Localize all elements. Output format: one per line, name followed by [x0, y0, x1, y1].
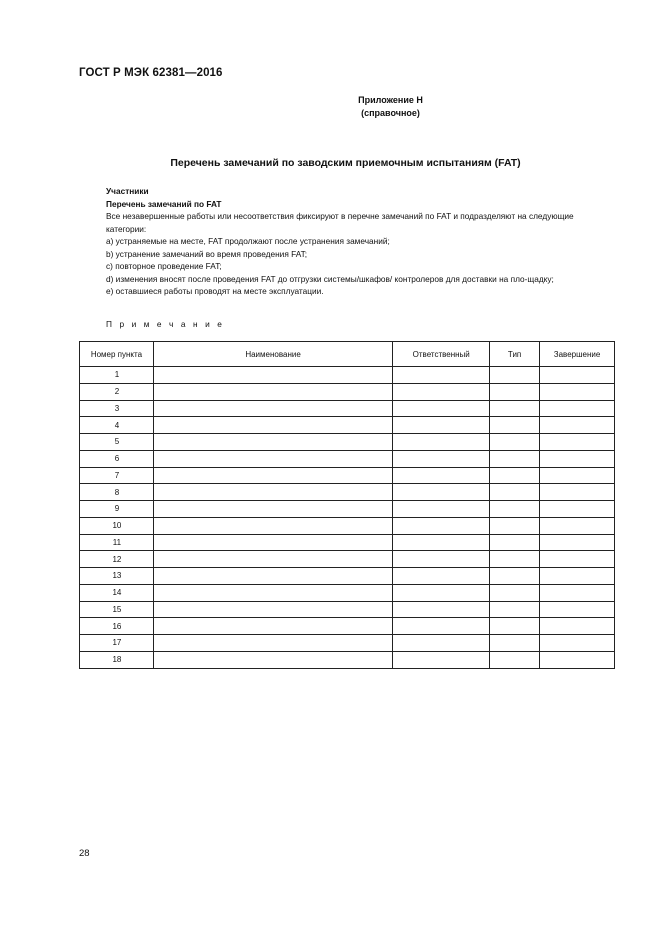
category-item: a) устраняемые на месте, FAT продолжают после устранения замечаний;	[106, 236, 390, 246]
table-row	[80, 601, 615, 618]
cell-responsible	[393, 534, 490, 551]
cell-name	[153, 584, 392, 601]
cell-completion	[540, 618, 615, 635]
cell-name	[153, 651, 392, 668]
cell-num: 16	[80, 618, 154, 635]
cell-completion	[540, 584, 615, 601]
cell-responsible	[393, 501, 490, 518]
cell-type	[490, 618, 540, 635]
cell-responsible	[393, 618, 490, 635]
table-header-row	[80, 342, 615, 367]
cell-type	[490, 434, 540, 451]
cell-responsible	[393, 584, 490, 601]
cell-num: 3	[80, 400, 154, 417]
cell-num: 4	[80, 417, 154, 434]
cell-responsible	[393, 517, 490, 534]
cell-num: 17	[80, 635, 154, 652]
cell-name	[153, 467, 392, 484]
category-item: b) устранение замечаний во время проведения FAT;	[106, 248, 308, 259]
cell-name	[153, 501, 392, 518]
cell-num: 12	[80, 551, 154, 568]
table-row	[80, 584, 615, 601]
cell-num: 15	[80, 601, 154, 618]
cell-responsible	[393, 367, 490, 384]
cell-completion	[540, 367, 615, 384]
table-row	[80, 367, 615, 384]
cell-type	[490, 517, 540, 534]
cell-completion	[540, 400, 615, 417]
column-header-completion: Завершение	[540, 342, 615, 367]
cell-completion	[540, 434, 615, 451]
cell-num: 6	[80, 450, 154, 467]
cell-responsible	[393, 601, 490, 618]
cell-name	[153, 601, 392, 618]
cell-completion	[540, 651, 615, 668]
table-row	[80, 551, 615, 568]
table-row	[80, 484, 615, 501]
cell-name	[153, 434, 392, 451]
cell-completion	[540, 517, 615, 534]
cell-responsible	[393, 450, 490, 467]
cell-responsible	[393, 434, 490, 451]
cell-num: 13	[80, 568, 154, 585]
cell-completion	[540, 601, 615, 618]
cell-num: 9	[80, 501, 154, 518]
cell-type	[490, 601, 540, 618]
cell-name	[153, 551, 392, 568]
cell-responsible	[393, 417, 490, 434]
cell-type	[490, 584, 540, 601]
category-list	[79, 235, 615, 298]
cell-type	[490, 534, 540, 551]
column-header-name: Наименование	[153, 342, 392, 367]
cell-responsible	[393, 484, 490, 501]
cell-completion	[540, 450, 615, 467]
table-row	[80, 434, 615, 451]
cell-type	[490, 568, 540, 585]
cell-responsible	[393, 635, 490, 652]
cell-responsible	[393, 467, 490, 484]
cell-completion	[540, 551, 615, 568]
table-row	[80, 417, 615, 434]
cell-num: 2	[80, 383, 154, 400]
cell-completion	[540, 501, 615, 518]
body-text	[79, 185, 615, 298]
cell-name	[153, 517, 392, 534]
cell-completion	[540, 417, 615, 434]
cell-num: 1	[80, 367, 154, 384]
cell-name	[153, 367, 392, 384]
cell-name	[153, 400, 392, 417]
cell-num: 5	[80, 434, 154, 451]
cell-num: 10	[80, 517, 154, 534]
category-item: d) изменения вносят после проведения FAT до отгрузки системы/шкафов/ контролеров для доставки на пло-щадку;	[106, 273, 554, 284]
cell-type	[490, 383, 540, 400]
table-row	[80, 651, 615, 668]
cell-responsible	[393, 568, 490, 585]
cell-type	[490, 551, 540, 568]
fat-issues-table	[79, 341, 615, 669]
list-heading: Перечень замечаний по FAT	[106, 198, 222, 209]
note-label: П р и м е ч а н и е	[106, 319, 225, 329]
cell-responsible	[393, 551, 490, 568]
table-row	[80, 400, 615, 417]
cell-num: 14	[80, 584, 154, 601]
cell-type	[490, 635, 540, 652]
cell-type	[490, 367, 540, 384]
intro-paragraph: Все незавершенные работы или несоответствия фиксируют в перечне замечаний по FAT и подразделяют на следующие категории:	[106, 211, 574, 234]
table-body	[80, 367, 615, 669]
cell-completion	[540, 534, 615, 551]
annex-title: Приложение Н	[358, 95, 423, 105]
table-row	[80, 534, 615, 551]
cell-responsible	[393, 651, 490, 668]
column-header-type: Тип	[490, 342, 540, 367]
cell-num: 8	[80, 484, 154, 501]
cell-name	[153, 568, 392, 585]
cell-responsible	[393, 383, 490, 400]
table-row	[80, 635, 615, 652]
cell-type	[490, 467, 540, 484]
cell-num: 18	[80, 651, 154, 668]
cell-type	[490, 651, 540, 668]
cell-completion	[540, 383, 615, 400]
document-header: ГОСТ Р МЭК 62381—2016	[79, 67, 223, 79]
cell-completion	[540, 635, 615, 652]
cell-num: 11	[80, 534, 154, 551]
cell-name	[153, 450, 392, 467]
cell-num: 7	[80, 467, 154, 484]
cell-name	[153, 534, 392, 551]
table-row	[80, 501, 615, 518]
cell-responsible	[393, 400, 490, 417]
cell-type	[490, 400, 540, 417]
cell-type	[490, 450, 540, 467]
table-row	[80, 517, 615, 534]
table-row	[80, 618, 615, 635]
table-row	[80, 450, 615, 467]
participants-heading: Участники	[106, 186, 149, 196]
column-header-item-number: Номер пункта	[80, 342, 154, 367]
annex-type: (справочное)	[361, 108, 420, 118]
column-header-responsible: Ответственный	[393, 342, 490, 367]
cell-completion	[540, 568, 615, 585]
cell-name	[153, 618, 392, 635]
cell-type	[490, 484, 540, 501]
cell-type	[490, 501, 540, 518]
table-row	[80, 467, 615, 484]
table-row	[80, 568, 615, 585]
category-item: c) повторное проведение FAT;	[106, 261, 222, 271]
cell-completion	[540, 467, 615, 484]
cell-name	[153, 635, 392, 652]
cell-name	[153, 417, 392, 434]
category-item: e) оставшиеся работы проводят на месте эксплуатации.	[106, 286, 324, 296]
cell-name	[153, 484, 392, 501]
page-number: 28	[79, 848, 90, 859]
section-title: Перечень замечаний по заводским приемочным испытаниям (FAT)	[170, 157, 521, 169]
cell-type	[490, 417, 540, 434]
table-row	[80, 383, 615, 400]
cell-name	[153, 383, 392, 400]
cell-completion	[540, 484, 615, 501]
